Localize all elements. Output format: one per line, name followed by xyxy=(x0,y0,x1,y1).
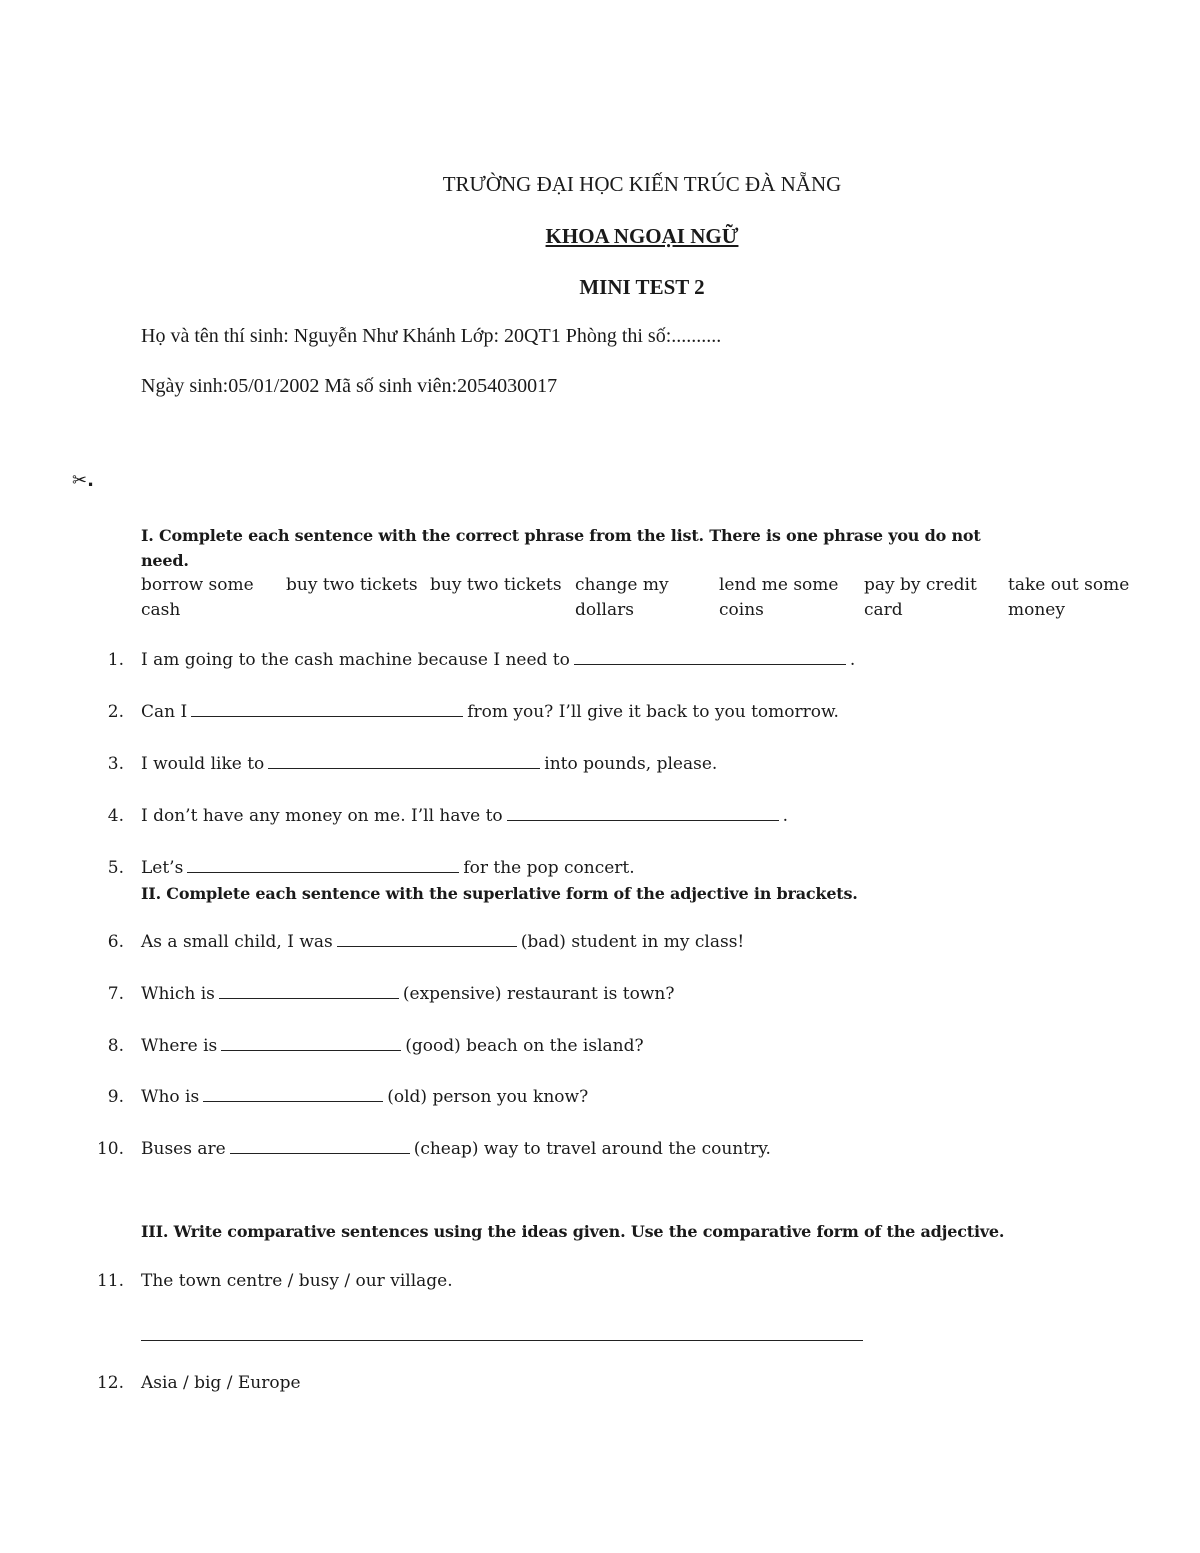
phrase-item: lend me some coins xyxy=(719,575,839,620)
question-9 xyxy=(141,1087,588,1107)
question-7 xyxy=(141,984,674,1004)
question-number: 9. xyxy=(107,1087,124,1107)
question-3 xyxy=(141,754,717,774)
question-text: Where is xyxy=(141,1036,218,1056)
section-1-heading-cont: need. xyxy=(141,551,189,570)
question-text-end: for the pop concert. xyxy=(463,858,635,878)
university-name: TRƯỜNG ĐẠI HỌC KIẾN TRÚC ĐÀ NẴNG xyxy=(442,172,842,196)
question-text-end: (bad) student in my class! xyxy=(520,932,745,952)
question-text: Which is xyxy=(141,984,215,1004)
phrase-item: buy two tickets xyxy=(286,575,418,595)
question-text-end: (cheap) way to travel around the country. xyxy=(413,1139,771,1159)
question-number: 3. xyxy=(107,754,124,774)
question-text: Can I xyxy=(141,702,188,722)
answer-blank[interactable] xyxy=(219,984,399,999)
question-number: 12. xyxy=(96,1373,124,1393)
question-text-end: (old) person you know? xyxy=(387,1087,589,1107)
section-3-heading: III. Write comparative sentences using the ideas given. Use the comparative form of the adjective. xyxy=(141,1222,1005,1241)
scissors-icon: ✂. xyxy=(72,470,94,491)
phrase-item: pay by credit card xyxy=(864,575,977,620)
question-number: 7. xyxy=(107,984,124,1004)
question-4 xyxy=(141,806,788,826)
question-12: Asia / big / Europe xyxy=(141,1373,301,1393)
student-info-line-2: Ngày sinh:05/01/2002 Mã số sinh viên:2054030017 xyxy=(141,375,558,397)
student-info-line-1: Họ và tên thí sinh: Nguyễn Như Khánh Lớp: 20QT1 Phòng thi số:.......... xyxy=(141,325,722,347)
phrase-item: take out some money xyxy=(1008,575,1130,620)
question-number: 1. xyxy=(107,650,124,670)
question-number: 2. xyxy=(107,702,124,722)
question-number: 5. xyxy=(107,858,124,878)
answer-blank[interactable] xyxy=(574,650,846,665)
question-5 xyxy=(141,858,635,878)
question-number: 4. xyxy=(107,806,124,826)
question-number: 8. xyxy=(107,1036,124,1056)
question-text-end: from you? I’ll give it back to you tomorrow. xyxy=(467,702,839,722)
answer-line[interactable] xyxy=(141,1340,863,1341)
answer-blank[interactable] xyxy=(268,754,540,769)
question-number: 11. xyxy=(96,1271,124,1291)
question-text-end: (expensive) restaurant is town? xyxy=(402,984,675,1004)
question-text: As a small child, I was xyxy=(141,932,333,952)
test-title: MINI TEST 2 xyxy=(579,275,705,299)
question-text-end: . xyxy=(849,650,856,670)
answer-blank[interactable] xyxy=(191,702,463,717)
phrase-item: change my dollars xyxy=(575,575,669,620)
answer-blank[interactable] xyxy=(187,858,459,873)
section-1-heading: I. Complete each sentence with the correct phrase from the list. There is one phrase you do not xyxy=(141,526,981,545)
question-11: The town centre / busy / our village. xyxy=(141,1271,453,1291)
question-10 xyxy=(141,1139,771,1159)
answer-blank[interactable] xyxy=(230,1139,410,1154)
question-text: Buses are xyxy=(141,1139,226,1159)
question-text: I would like to xyxy=(141,754,265,774)
question-text: Who is xyxy=(141,1087,200,1107)
question-number: 10. xyxy=(96,1139,124,1159)
answer-blank[interactable] xyxy=(221,1036,401,1051)
question-text-end: into pounds, please. xyxy=(544,754,718,774)
faculty-name: KHOA NGOẠI NGỮ xyxy=(545,224,739,248)
question-6 xyxy=(141,932,744,952)
phrase-item: borrow some cash xyxy=(141,575,254,620)
section-2-heading: II. Complete each sentence with the superlative form of the adjective in brackets. xyxy=(141,884,858,903)
answer-blank[interactable] xyxy=(507,806,779,821)
question-text-end: (good) beach on the island? xyxy=(405,1036,644,1056)
question-text: Let’s xyxy=(141,858,184,878)
question-2 xyxy=(141,702,839,722)
question-8 xyxy=(141,1036,644,1056)
phrase-item: buy two tickets xyxy=(430,575,562,595)
question-1 xyxy=(141,650,855,670)
question-text: I am going to the cash machine because I need to xyxy=(141,650,570,670)
question-text: I don’t have any money on me. I’ll have to xyxy=(141,806,503,826)
answer-blank[interactable] xyxy=(337,932,517,947)
answer-blank[interactable] xyxy=(203,1087,383,1102)
question-text-end: . xyxy=(782,806,789,826)
question-number: 6. xyxy=(107,932,124,952)
